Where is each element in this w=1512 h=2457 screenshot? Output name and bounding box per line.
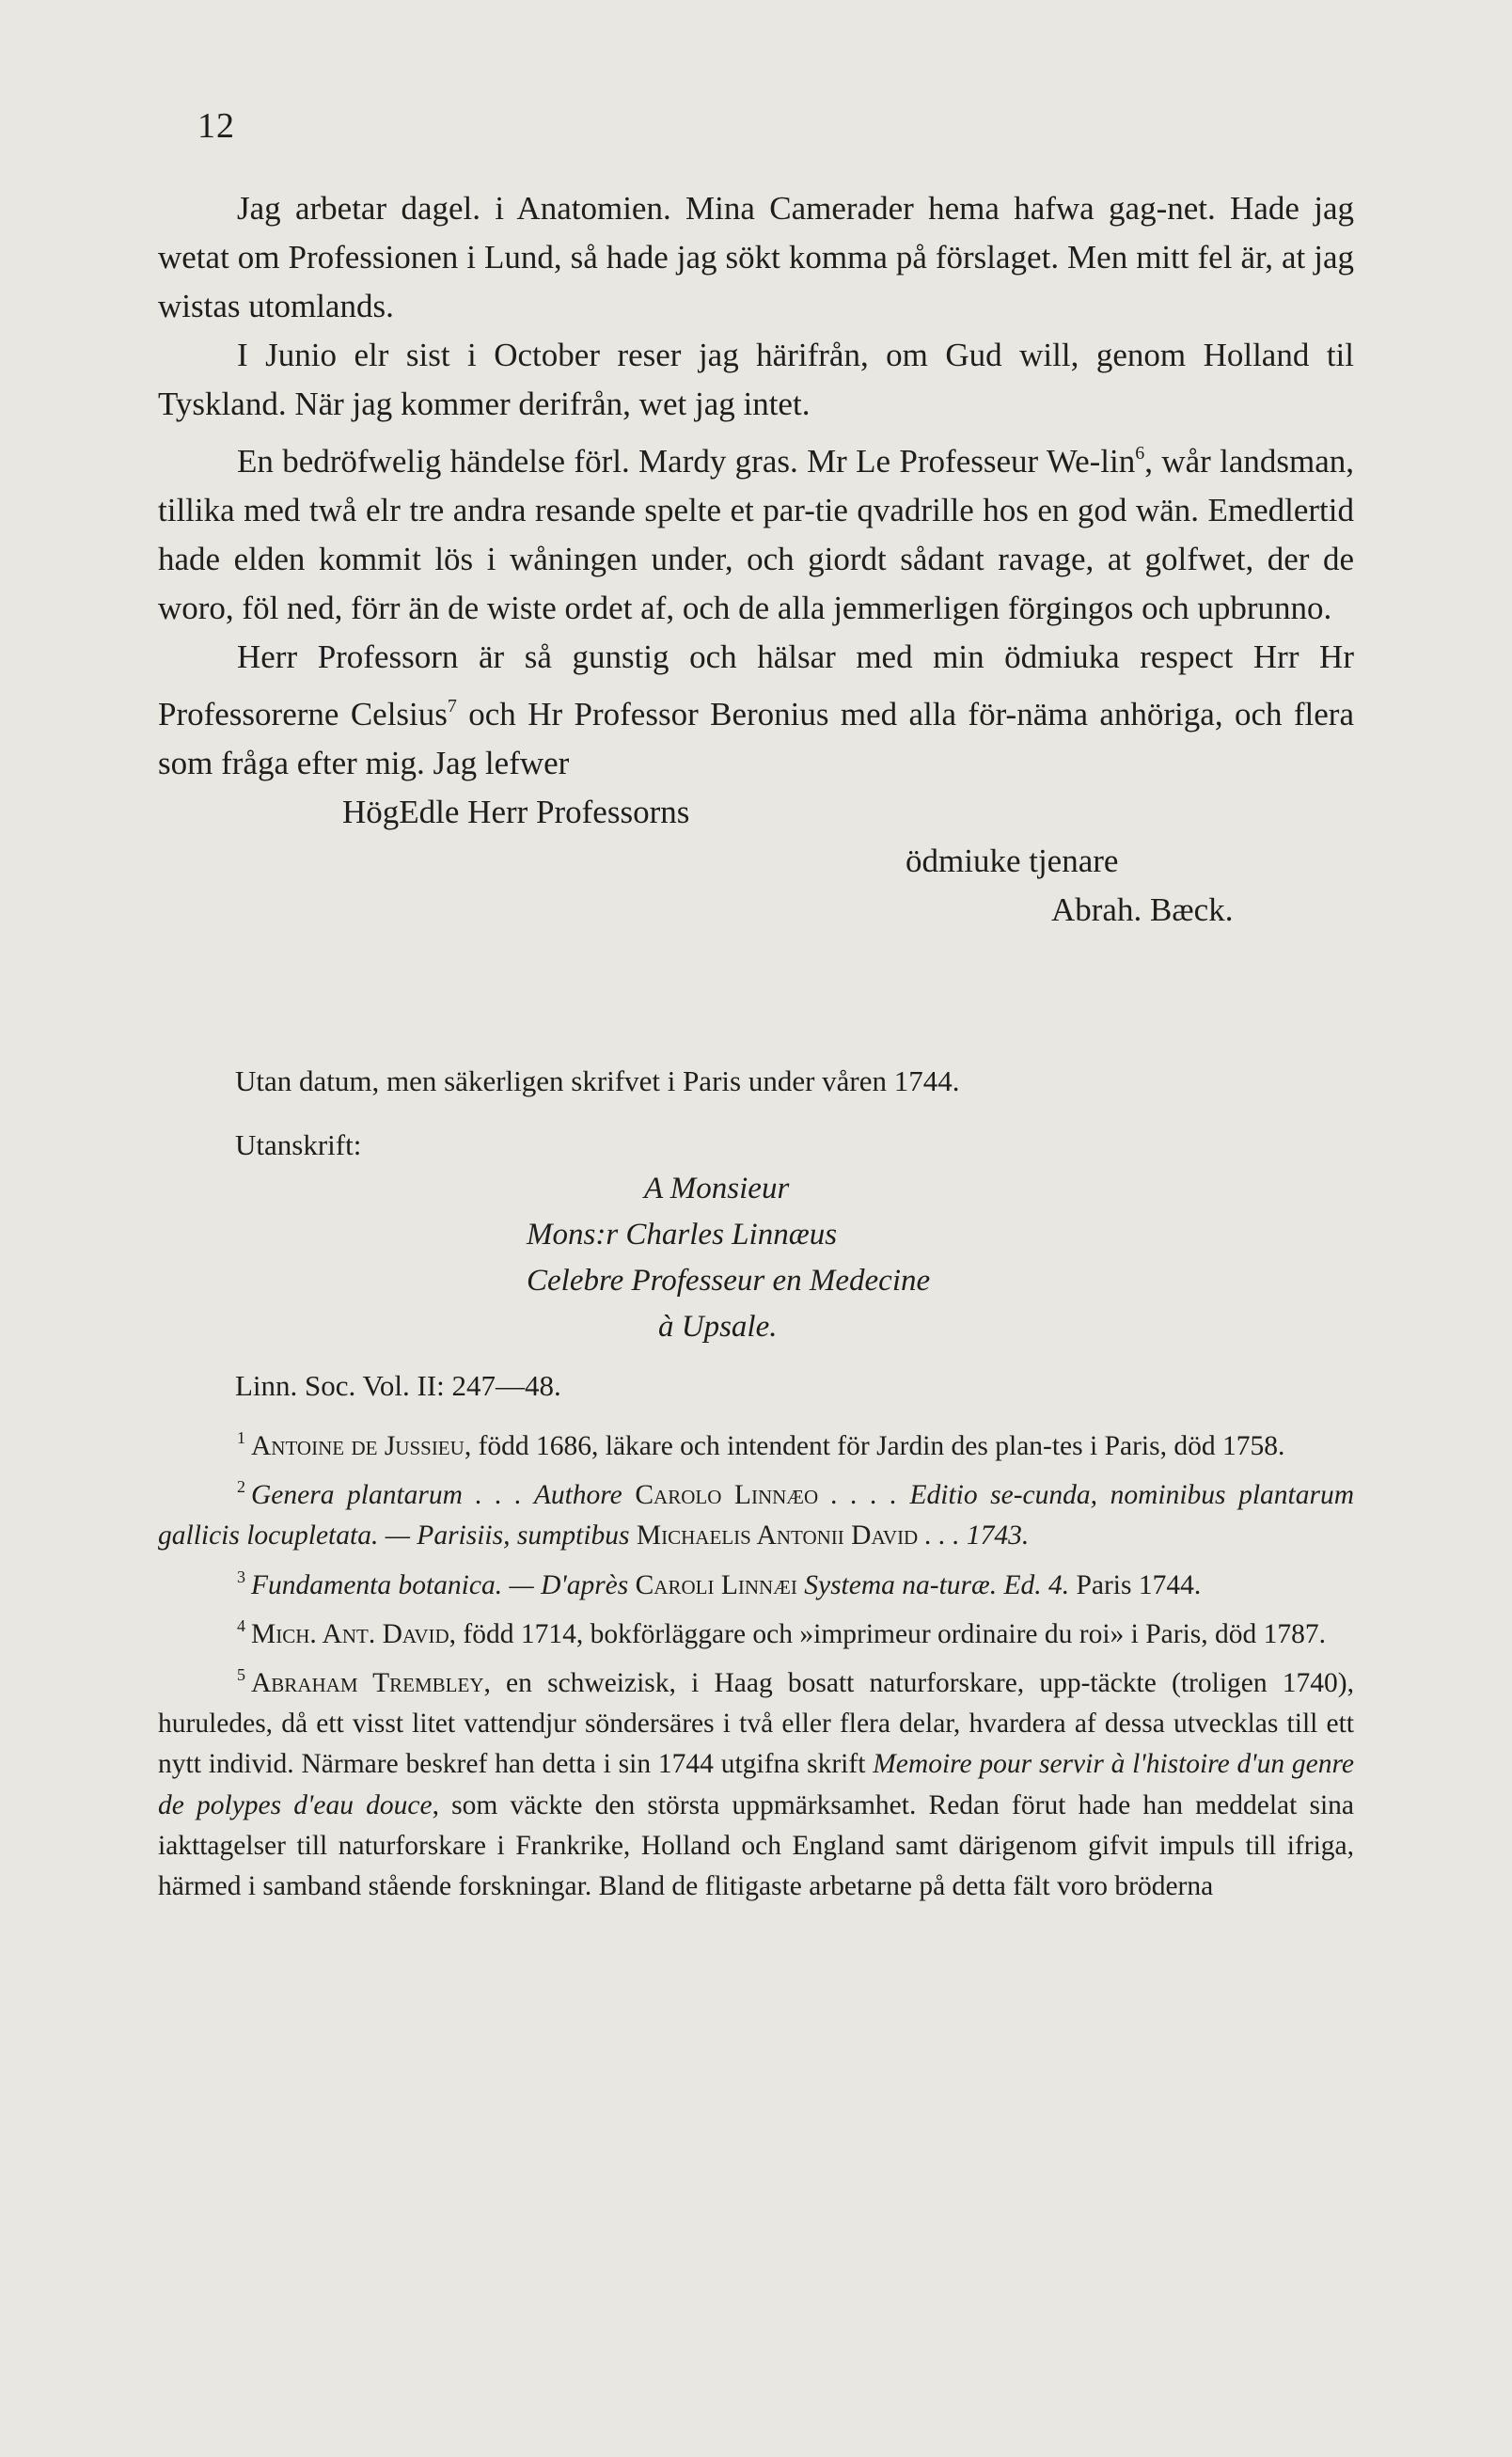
closing-salutation: HögEdle Herr Professorns	[342, 794, 690, 830]
footnote-person: Abraham Trembley	[251, 1668, 484, 1699]
footnote-text: Paris 1744.	[1076, 1569, 1202, 1600]
signature: Abrah. Bæck.	[1051, 891, 1234, 928]
footnote-number: 3	[237, 1567, 245, 1586]
footnote-person: Carolo Linnæo	[635, 1480, 819, 1511]
letter-text: och Hr Professor Beronius med alla för-näma anhöriga, och flera som fråga efter mig. Jag lefwer	[158, 696, 1354, 781]
footnote-text: , född 1714, bokförläggare och »imprimeur ordinaire du roi» i Paris, död 1787.	[449, 1618, 1326, 1649]
letter-paragraph	[158, 633, 1354, 788]
letter-paragraph	[158, 184, 1354, 331]
address-line: à Upsale.	[658, 1310, 778, 1344]
letter-text: Jag arbetar dagel. i Anatomien. Mina Camerader hema hafwa gag-net. Hade jag wetat om Professionen i Lund, så hade jag sökt komma på förslaget. Men mitt fel är, at jag wistas utomlands.	[158, 190, 1354, 324]
footnote-text: , född 1686, läkare och intendent för Jardin des plan-tes i Paris, död 1758.	[464, 1431, 1285, 1461]
footnote-text: . . . . Editio se-cunda, nominibus plantarum gallicis locupletata. — Parisiis, sumptibus	[158, 1480, 1355, 1551]
footnote-text: Systema na-turæ. Ed. 4.	[804, 1569, 1070, 1600]
closing-servant: ödmiuke tjenare	[906, 843, 1119, 879]
footnote-number: 2	[237, 1477, 245, 1497]
footnote-number: 5	[237, 1665, 245, 1685]
letter-paragraph	[158, 429, 1354, 633]
footnote-number: 4	[237, 1615, 245, 1635]
letter-text: , wår landsman, tillika med twå elr tre andra resande spelte et par-tie qvadrille hos en god wän. Emedlertid hade elden kommit lös i wåningen under, och giordt sådant ravage, at golfwet, der de woro, föl ned, förr än de wiste ordet af, och de alla jemmerligen förgingos och upbrunno.	[158, 443, 1354, 626]
footnote	[158, 1418, 1354, 1467]
page-number: 12	[197, 106, 235, 146]
footnote-number: 1	[237, 1428, 245, 1447]
letter-text: I Junio elr sist i October reser jag härifrån, om Gud will, genom Holland til Tyskland. När jag kommer derifrån, wet jag intet.	[158, 337, 1354, 422]
footnote	[158, 1655, 1354, 1907]
footnote-person: Mich. Ant. David	[251, 1618, 449, 1649]
letter-text: En bedröfwelig händelse förl. Mardy gras. Mr Le Professeur We-lin	[237, 443, 1136, 480]
letter-paragraph	[158, 331, 1354, 429]
footnote-text: , en schweizisk, i Haag bosatt naturforskare, upp-täckte (troligen 1740), huruledes, då ett visst litet vattendjur söndersäres i två eller flera delar, hvardera af dessa utvecklas till ett nytt individ. Närmare beskref han detta i sin 1744 utgifna skrift	[158, 1668, 1354, 1780]
footnote-text: Genera plantarum . . . Authore	[251, 1480, 622, 1511]
footnote	[158, 1606, 1354, 1655]
footnotes	[158, 1418, 1354, 1907]
letter-body	[158, 184, 1354, 935]
address-line: Mons:r Charles Linnæus	[527, 1218, 838, 1252]
footnote-ref: 7	[447, 696, 457, 717]
footnote-text: Fundamenta botanica. — D'après	[251, 1569, 629, 1600]
footnote-person: Michaelis Antonii David	[636, 1520, 919, 1551]
address-line: Celebre Professeur en Medecine	[527, 1264, 931, 1298]
footnote	[158, 1467, 1354, 1556]
footnote	[158, 1557, 1354, 1606]
exterior-label: Utanskrift:	[235, 1128, 362, 1161]
source-reference: Linn. Soc. Vol. II: 247—48.	[235, 1369, 561, 1402]
footnote-ref: 6	[1135, 443, 1145, 464]
letter-text: Herr Professorn är så gunstig och hälsar med min ödmiuka respect Hrr Hr Professorerne Celsius	[158, 638, 1354, 732]
address-block	[527, 1166, 930, 1350]
footnote-title: Memoire pour servir à l'histoire d'un genre de polypes d'eau douce	[158, 1749, 1355, 1820]
footnote-person: Caroli Linnæi	[635, 1569, 797, 1600]
footnote-text: , som väckte den största uppmärksamhet. Redan förut hade han meddelat sina iakttagelser till naturforskare i Frankrike, Holland och England samt därigenom gifvit impuls till ifriga, härmed i samband stående forskningar. Bland de flitigaste arbetarne på detta fält voro bröderna	[158, 1789, 1354, 1902]
address-line: A Monsieur	[644, 1172, 790, 1205]
footnote-text: . . . 1743.	[924, 1520, 1030, 1551]
footnote-person: Antoine de Jussieu	[251, 1431, 465, 1461]
date-note: Utan datum, men säkerligen skrifvet i Paris under våren 1744.	[235, 1064, 960, 1097]
